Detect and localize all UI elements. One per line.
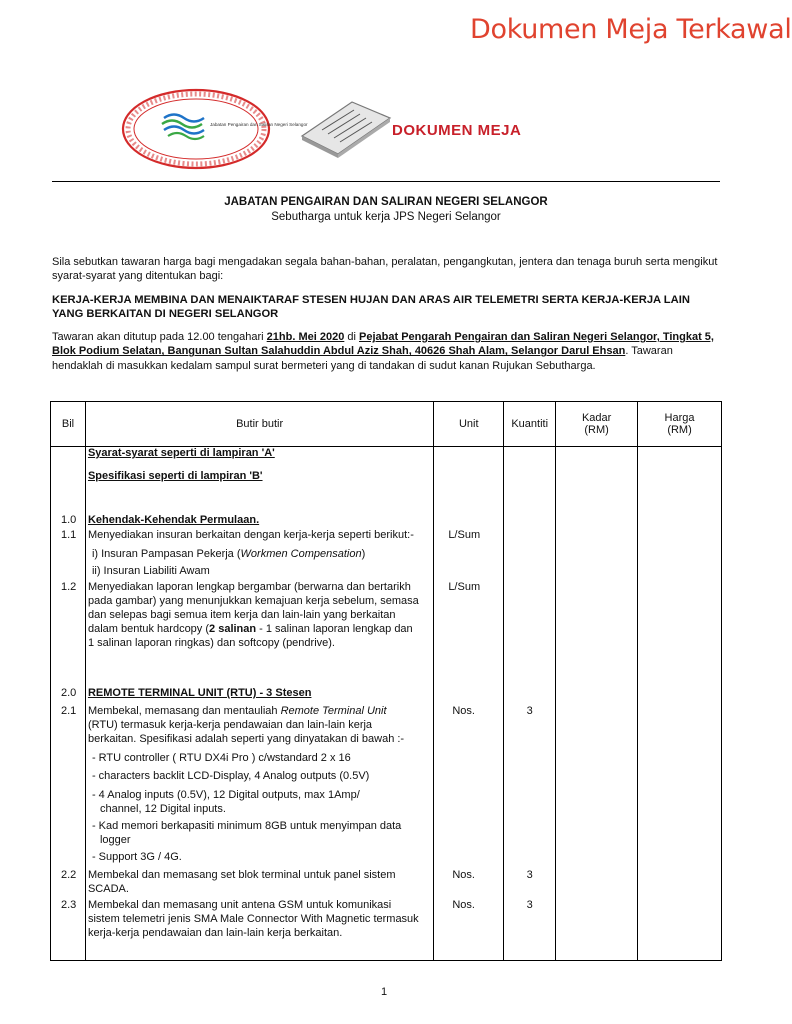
svg-text:Jabatan Pengairan dan Saliran: Jabatan Pengairan dan Saliran Negeri Selangor <box>210 122 308 127</box>
header-bil: Bil <box>51 402 86 447</box>
table-body-row <box>51 447 722 961</box>
intro-paragraph: Sila sebutkan tawaran harga bagi mengadakan segala bahan-bahan, peralatan, pengangkutan, jentera dan tenaga buruh serta mengikut syarat-syarat yang ditentukan bagi: <box>52 256 718 283</box>
header-harga: Harga (RM) <box>638 402 722 447</box>
page-number: 1 <box>380 986 388 998</box>
syarat-link: Syarat-syarat seperti di lampiran 'A' <box>87 447 275 459</box>
table-header-row <box>51 402 722 447</box>
kuantiti-column: 3 3 3 <box>504 447 556 961</box>
organization-title: JABATAN PENGAIRAN DAN SALIRAN NEGERI SELANGOR <box>224 196 548 208</box>
header-divider <box>52 181 720 182</box>
quotation-table <box>50 401 722 961</box>
header-kuantiti: Kuantiti <box>504 402 556 447</box>
bil-column: 1.0 1.1 1.2 2.0 2.1 2.2 2.3 <box>51 447 86 961</box>
jps-seal-logo <box>120 88 308 170</box>
description-column: Syarat-syarat seperti di lampiran 'A' Spesifikasi seperti di lampiran 'B' Kehendak-Kehendak Permulaan. Menyediakan insuran berkaitan dengan kerja-kerja seperti berikut:- i) Insuran Pampasan Pekerja (Workmen Compensation) ii) Insuran Liabiliti Awam Menyediakan laporan lengkap bergambar (berwarna dan bertarikh pada gambar) yang menunjukkan kemajuan kerja sebelum, semasa dan selepas bagi semua item kerja dan lain-lain yang berkaitan dalam bentuk hardcopy (2 salinan - 1 salinan laporan lengkap dan 1 salinan laporan ringkas) dan softcopy (pendrive). REMOTE TERMINAL UNIT (RTU) - 3 Stesen Membekal, memasang dan mentauliah Remote Terminal Unit (RTU) termasuk kerja-kerja pendawaian dan lain-lain kerja berkaitan. Spesifikasi adalah seperti yang dinyatakan di bawah :- - RTU controller ( RTU DX4i Pro ) c/wstandard 2 x 16 - characters backlit LCD-Display, 4 Analog outputs (0.5V) - 4 Analog inputs (0.5V), 12 Digital outputs, max 1Amp/ channel, 12 Digital inputs. - Kad memori berkapasiti minimum 8GB untuk menyimpan data logger - Support 3G / 4G. Membekal dan memasang set blok terminal untuk panel sistem SCADA. Membekal dan memasang unit antena GSM untuk komunikasi sistem telemetri jenis SMA Male Connector With Magnetic termasuk kerja-kerja pendawaian dan lain-lain kerja berkaitan. <box>85 447 433 961</box>
document-paper-icon <box>292 96 402 158</box>
closing-paragraph: Tawaran akan ditutup pada 12.00 tengahari 21hb. Mei 2020 di Pejabat Pengarah Pengairan dan Saliran Negeri Selangor, Tingkat 5, Blok Podium Selatan, Bangunan Sultan Salahuddin Abdul Aziz Shah, 40626 Shah Alam, Selangor Darul Ehsan. Tawaran hendaklah di masukkan kedalam sampul surat bermeteri yang di tandakan di sudut kanan Rujukan Sebutharga. <box>52 331 714 372</box>
dokumen-meja-label: DOKUMEN MEJA <box>392 122 522 139</box>
header-butir: Butir butir <box>85 402 433 447</box>
harga-column <box>638 447 722 961</box>
banner-title: Dokumen Meja Terkawal <box>470 14 792 45</box>
kadar-column <box>556 447 638 961</box>
spesifikasi-link: Spesifikasi seperti di lampiran 'B' <box>87 470 263 482</box>
closing-date: 21hb. Mei 2020 <box>266 331 345 343</box>
closing-place: Pejabat Pengarah Pengairan dan Saliran Negeri Selangor, Tingkat 5, Blok Podium Selatan, Bangunan Sultan Salahuddin Abdul Aziz Shah, 40626 Shah Alam, Selangor Darul Ehsan <box>52 331 714 358</box>
unit-column: L/Sum L/Sum Nos. Nos. Nos. <box>434 447 504 961</box>
header-kadar: Kadar (RM) <box>556 402 638 447</box>
project-title: KERJA-KERJA MEMBINA DAN MENAIKTARAF STESEN HUJAN DAN ARAS AIR TELEMETRI SERTA KERJA-KERJA LAIN YANG BERKAITAN DI NEGERI SELANGOR <box>52 294 690 321</box>
header-unit: Unit <box>434 402 504 447</box>
document-subtitle: Sebutharga untuk kerja JPS Negeri Selangor <box>271 211 501 223</box>
